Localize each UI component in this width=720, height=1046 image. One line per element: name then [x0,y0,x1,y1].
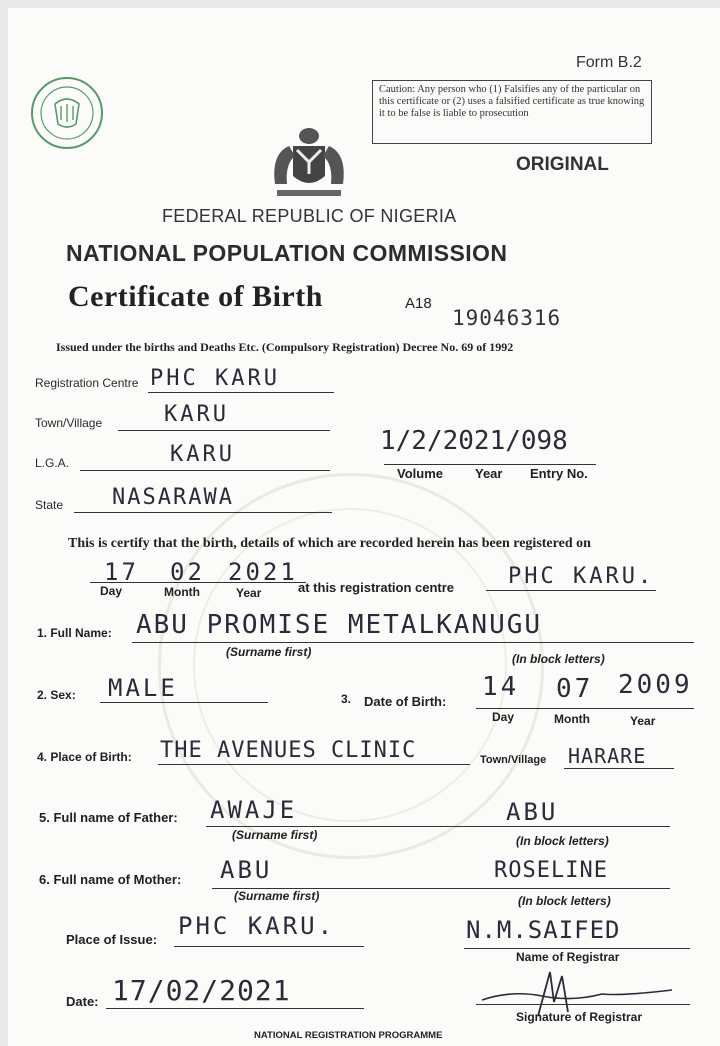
entry-no-label: Entry No. [530,466,588,481]
dob-day-value: 14 [482,672,520,702]
registered-day-value: 17 [104,558,139,586]
mother-name-label: 6. Full name of Mother: [39,872,182,887]
place-town-village-value: HARARE [568,744,647,768]
registrar-signature-label: Signature of Registrar [516,1010,643,1024]
caution-box: Caution: Any person who (1) Falsifies any of the particular on this certificate or (2) uses a falsified certificate as true knowing it to be false is liable to prosecution [372,80,652,144]
dob-year-value: 2009 [618,670,693,700]
registered-month-value: 02 [170,558,205,586]
father-surname-value: ABU [506,798,559,826]
volume-year-entry-value: 1/2/2021/098 [380,426,568,456]
state-label: State [35,498,64,512]
dob-year-label: Year [630,714,656,728]
town-village-label: Town/Village [35,416,103,430]
date-label: Date: [66,994,99,1009]
mother-block-letters-label: (In block letters) [518,894,611,908]
copy-type-label: ORIGINAL [516,154,609,175]
registrar-name-label: Name of Registrar [516,950,620,964]
at-registration-centre-label: at this registration centre [298,580,455,595]
lga-label: L.G.A. [35,456,70,470]
commission-heading: NATIONAL POPULATION COMMISSION [66,240,508,266]
father-name-label: 5. Full name of Father: [39,810,178,825]
state-value: NASARAWA [112,485,234,510]
place-town-village-label: Town/Village [480,754,547,766]
registered-year-value: 2021 [228,558,298,586]
volume-label: Volume [397,466,443,481]
footer-programme: NATIONAL REGISTRATION PROGRAMME [254,1030,443,1041]
date-of-birth-label: Date of Birth: [364,694,447,709]
father-block-letters-label: (In block letters) [516,834,609,848]
place-of-issue-label: Place of Issue: [66,932,158,947]
certificate-title: Certificate of Birth [68,280,323,313]
registration-centre-value: PHC KARU [150,366,280,391]
town-village-value: KARU [164,402,229,427]
serial-number: 19046316 [452,306,562,330]
dob-number: 3. [341,692,352,706]
full-name-block-letters: (In block letters) [512,652,605,666]
sex-label: 2. Sex: [37,688,76,702]
year-label: Year [475,466,503,481]
place-of-issue-value: PHC KARU. [178,912,336,940]
father-first-name-value: AWAJE [210,796,298,824]
coat-of-arms-icon [263,124,355,202]
serial-prefix: A18 [405,295,432,312]
registered-month-label: Month [164,585,200,599]
form-number: Form B.2 [576,54,642,71]
registered-year-label: Year [236,586,262,600]
dob-month-value: 07 [556,674,594,704]
place-of-birth-value: THE AVENUES CLINIC [160,738,417,763]
full-name-value: ABU PROMISE METALKANUGU [136,610,543,640]
mother-first-name-value: ABU [220,856,273,884]
full-name-label: 1. Full Name: [37,626,112,640]
country-heading: FEDERAL REPUBLIC OF NIGERIA [162,206,457,226]
registration-centre-label: Registration Centre [35,376,139,390]
birth-certificate [8,8,720,1046]
watermark-inner-ring [193,508,507,822]
npc-seal-icon [30,76,104,150]
dob-day-label: Day [492,710,515,724]
decree-text: Issued under the births and Deaths Etc. (Compulsory Registration) Decree No. 69 of 1992 [56,340,514,354]
dob-month-label: Month [554,712,590,726]
mother-surname-first-label: (Surname first) [234,889,320,903]
mother-surname-value: ROSELINE [494,858,608,883]
registered-centre-value: PHC KARU. [508,564,655,589]
father-surname-first-label: (Surname first) [232,828,318,842]
registered-day-label: Day [100,584,123,598]
certify-statement: This is certify that the birth, details of which are recorded herein has been registered on [68,536,591,551]
place-of-birth-label: 4. Place of Birth: [37,750,132,764]
full-name-surname-first: (Surname first) [226,645,312,659]
date-value: 17/02/2021 [112,974,291,1007]
registrar-name-value: N.M.SAIFED [466,916,621,944]
lga-value: KARU [170,442,235,467]
sex-value: MALE [108,674,178,702]
